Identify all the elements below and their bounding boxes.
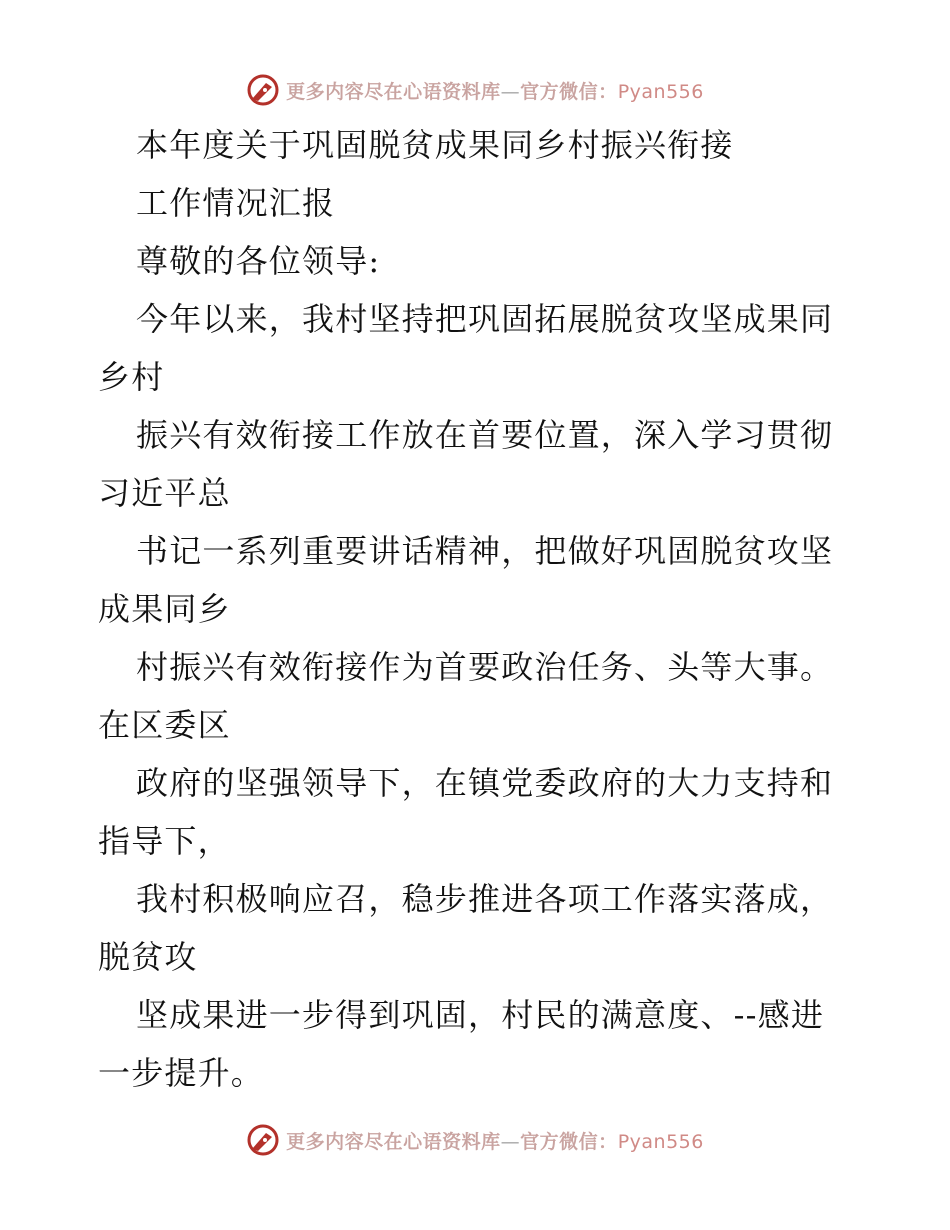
paragraph-line: 指导下， (98, 822, 231, 860)
watermark-main-text: 更多内容尽在心语资料库 (286, 80, 501, 103)
watermark-id-text: Pyan556 (617, 80, 704, 103)
pen-nib-circle-logo-icon (246, 73, 280, 107)
paragraph-line: 振兴有效衔接工作放在首要位置，深入学习贯彻 (136, 416, 834, 454)
document-body (98, 126, 858, 1112)
paragraph-line: 成果同乡 (98, 590, 231, 628)
watermark-main-text: 更多内容尽在心语资料库 (286, 1130, 501, 1153)
document-title-line-1: 本年度关于巩固脱贫成果同乡村振兴衔接 (136, 126, 734, 164)
watermark-channel-text: 官方微信： (520, 1130, 618, 1153)
footer-watermark (0, 1120, 950, 1160)
watermark-id-text: Pyan556 (617, 1130, 704, 1153)
watermark-text (286, 1127, 704, 1154)
paragraph-line: 脱贫攻 (98, 938, 198, 976)
paragraph-line: 坚成果进一步得到巩固，村民的满意度、--感进 (136, 996, 825, 1034)
paragraph-line: 我村积极响应召，稳步推进各项工作落实落成， (136, 880, 834, 918)
watermark-channel-text: 官方微信： (520, 80, 618, 103)
salutation: 尊敬的各位领导: (136, 242, 381, 280)
paragraph-line: 政府的坚强领导下，在镇党委政府的大力支持和 (136, 764, 834, 802)
document-title-line-2: 工作情况汇报 (136, 184, 336, 222)
pen-nib-circle-logo-icon (246, 1123, 280, 1157)
paragraph-line: 书记一系列重要讲话精神，把做好巩固脱贫攻坚 (136, 532, 834, 570)
paragraph-line: 一步提升。 (98, 1054, 265, 1092)
paragraph-line: 乡村 (98, 358, 165, 396)
watermark-text (286, 77, 704, 104)
paragraph-line: 今年以来，我村坚持把巩固拓展脱贫攻坚成果同 (136, 300, 834, 338)
header-watermark (0, 70, 950, 110)
paragraph-line: 村振兴有效衔接作为首要政治任务、头等大事。 (136, 648, 834, 686)
watermark-separator: — (500, 80, 521, 103)
watermark-separator: — (500, 1130, 521, 1153)
paragraph-line: 习近平总 (98, 474, 231, 512)
paragraph-line: 在区委区 (98, 706, 231, 744)
